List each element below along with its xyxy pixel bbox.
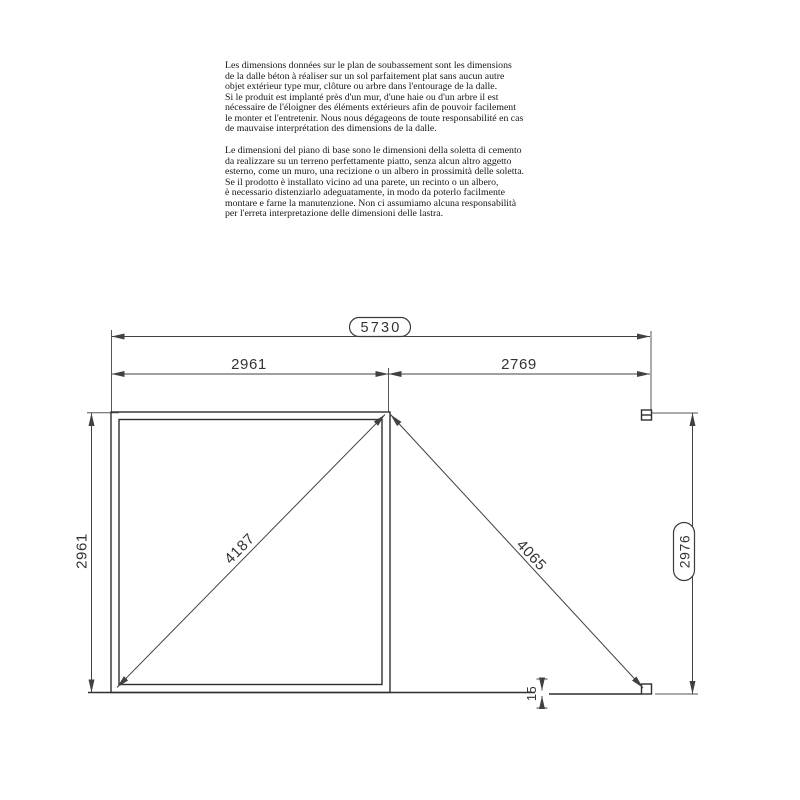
dim-overall-width-label: 5730	[360, 320, 402, 336]
dim-right-height-label: 2976	[676, 534, 693, 569]
text-line: esterno, come un muro, una recizione o un albero in prossimità delle soletta.	[225, 166, 524, 178]
extension-lines	[87, 330, 698, 694]
text-line: per l'erreta interpretazione delle dimensioni delle lastra.	[225, 208, 444, 220]
dimension-lines	[92, 337, 693, 709]
post-symbol-bottom-right	[642, 684, 652, 694]
text-line: è necessario distenziarlo adeguatamente, in modo da poterlo facilmente	[225, 187, 505, 199]
text-line: Le dimensioni del piano di base sono le dimensioni della soletta di cemento	[225, 145, 522, 156]
dim-line-diagonal-left	[117, 415, 385, 688]
text-line: de la dalle béton à réaliser sur un sol parfaitement plat sans aucun autre	[225, 70, 505, 82]
dim-diagonal-left-label: 4187	[221, 530, 259, 568]
dim-right-span-label: 2769	[501, 356, 537, 373]
dim-left-height-label: 2961	[73, 533, 91, 569]
text-line: Les dimensions données sur le plan de soubassement sont les dimensions	[225, 60, 512, 71]
overall-width-stadium	[350, 318, 411, 337]
text-line: nécessaire de l'éloigner des éléments extérieurs afin de pouvoir facilement	[225, 102, 516, 114]
text-line: de mauvaise interprétation des dimensions de la dalle.	[225, 123, 437, 135]
dim-left-span-label: 2961	[231, 356, 267, 373]
slab-frame	[88, 410, 652, 694]
text-line: Si le produit est implanté près d'un mur, d'une haie ou d'un arbre il est	[225, 91, 499, 103]
text-line: da realizzare su un terreno perfettamente piatto, senza alcun altro aggetto	[225, 155, 512, 167]
dim-slab-step-label: 15	[524, 685, 539, 702]
text-line: Se il prodotto è installato vicino ad una parete, un recinto o un albero,	[225, 176, 499, 188]
dim-diagonal-right-label: 4065	[512, 536, 550, 575]
post-symbol-top-right	[642, 410, 652, 420]
text-line: objet extérieur type mur, clôture ou arbre dans l'entourage de la dalle.	[225, 81, 498, 93]
text-line: montare e farne la manutenzione. Non ci assumiamo alcuna responsabilità	[225, 197, 517, 209]
text-line: le monter et l'entretenir. Nous nous dégageons de toute responsabilité en cas	[225, 112, 524, 124]
right-height-stadium	[674, 523, 695, 581]
